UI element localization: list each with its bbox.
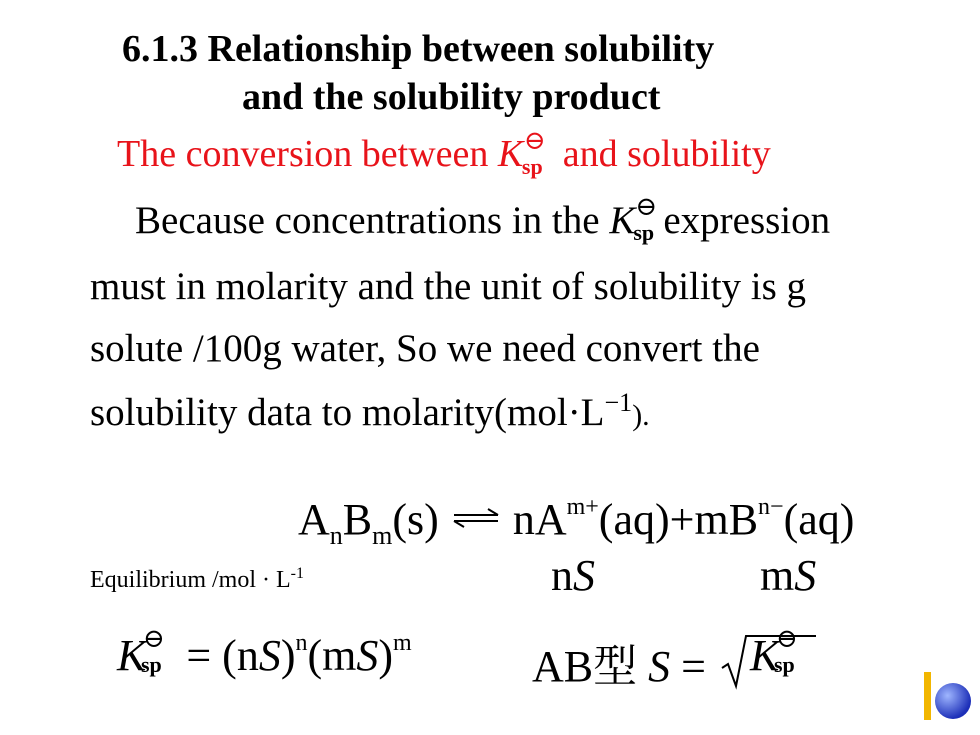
ksp-symbol [609,192,663,245]
ksp-k: K [750,631,780,680]
equilibrium-label-sup: -1 [290,565,304,582]
paragraph-line1 [135,192,831,245]
eq-aq2: (aq) [783,495,855,544]
eq-right1-sup: m+ [566,494,599,520]
equilibrium-equation [298,488,854,551]
equilibrium-term2 [760,550,816,601]
paragraph-line1-after: expression [663,199,831,242]
formula-eq: = (n [186,631,259,680]
ksp-plimsoll: ⊖ [776,624,798,653]
formula-close2: ) [378,631,394,680]
ksp-symbol [750,624,807,681]
eq-right2: mB [694,495,759,544]
slide-title-line1: 6.1.3 Relationship between solubility [122,28,715,70]
ksp-formula [117,624,412,681]
ksp-plimsoll: ⊖ [143,624,165,653]
eq-m-sub: m [372,521,393,550]
term2-var: S [794,551,817,600]
formula-s1: S [258,631,281,680]
ksp-plimsoll: ⊖ [523,126,546,155]
equilibrium-arrow-icon [450,488,502,508]
subtitle-before: The conversion between [117,133,498,175]
paragraph-line4-after: ). [632,399,650,432]
eq-b: B [342,495,373,544]
ksp-sub: sp [521,154,543,179]
subtitle [117,126,771,179]
slide-logo-icon [924,668,972,724]
eq-right1: nA [512,495,567,544]
paragraph-line3: solute /100g water, So we need convert the [90,327,760,370]
equilibrium-term1 [551,550,595,601]
ksp-plimsoll: ⊖ [635,192,658,221]
formula-exp1: n [295,630,308,656]
formula-open2: (m [307,631,357,680]
formula-close1: ) [280,631,296,680]
paragraph-line4-before: solubility data to molarity(mol·L [90,391,605,434]
eq-aq1: (aq) [598,495,670,544]
term1-coef: n [551,551,573,600]
slide-title-line2: and the solubility product [242,76,661,118]
eq-plus: + [669,495,695,544]
paragraph-line4 [90,388,650,435]
formula-s-var: S [648,642,671,691]
formula-s2: S [356,631,379,680]
eq-right2-sup: n− [758,494,784,520]
ksp-symbol [117,624,186,681]
ksp-k: K [609,199,636,242]
term2-coef: m [760,551,795,600]
ksp-k: K [497,133,524,175]
eq-n-sub: n [329,521,343,550]
ksp-symbol [497,126,553,179]
eq-a: A [298,495,330,544]
ksp-sub: sp [633,220,655,245]
paragraph-line4-sup: −1 [604,388,633,417]
sqrt-ksp [728,624,807,681]
ksp-sub: sp [141,652,162,677]
paragraph-line2: must in molarity and the unit of solubility is g [90,265,807,308]
formula-exp2: m [393,630,412,656]
term1-var: S [573,551,595,600]
equilibrium-label-text: Equilibrium /mol · L [90,567,291,593]
ab-type-label: AB型 [532,642,638,691]
subtitle-after: and solubility [553,133,771,175]
equilibrium-label [90,565,304,594]
eq-solid: (s) [392,495,439,544]
paragraph-line1-before: Because concentrations in the [135,199,610,242]
ab-type-formula [532,630,706,694]
formula-equals: = [670,642,706,691]
ksp-sub: sp [774,652,795,677]
ksp-k: K [117,631,147,680]
